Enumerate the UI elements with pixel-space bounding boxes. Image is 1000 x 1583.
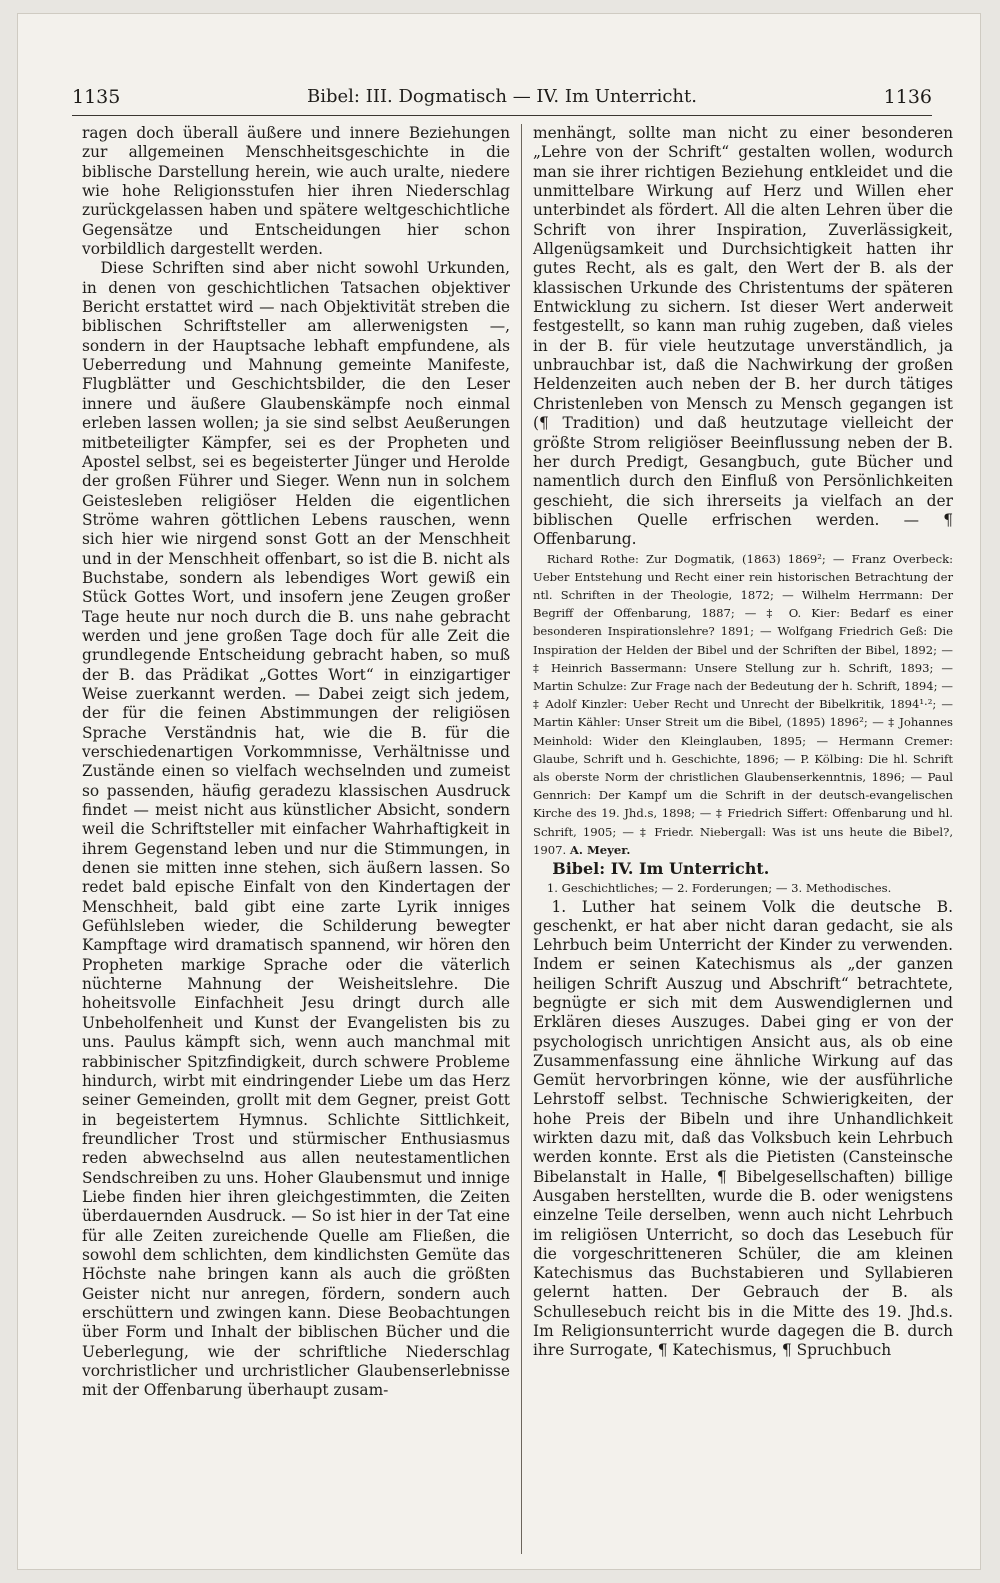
header-rule bbox=[72, 115, 932, 116]
page-number-left: 1135 bbox=[72, 86, 121, 108]
left-column bbox=[82, 124, 510, 1401]
left-paragraph-2: Diese Schriften sind aber nicht sowohl Urkunden, in denen von geschichtlichen Tatsachen objektiver Bericht erstattet wird — nach Objektivität streben die biblischen Schriftsteller am allerwenigsten —, sondern in der Hauptsache lebhaft empfundene, als Ueberredung und Mahnung gemeinte Manifeste, Flugblätter und Geschichtsbilder, die den Leser innere und äußere Glaubenskämpfe noch einmal erleben lassen wollen; ja sie sind selbst Aeußerungen mitbeteiligter Kämpfer, sei es der Propheten und Apostel selbst, sei es begeisterter Jünger und Herolde der großen Führer und Sieger. Wenn nun in solchem Geistesleben religiöser Helden die eigentlichen Ströme wahren göttlichen Lebens rauschen, wenn sich hier wie nirgend sonst Gott an der Menschheit und in der Menschheit offenbart, so ist die B. nicht als Buchstabe, sondern als lebendiges Wort gewiß ein Stück Gottes Wort, und insofern jene Zeugen großer Tage heute nur noch durch die B. uns nahe gebracht werden und jene großen Tage doch für alle Zeit die grundlegende Entscheidung gebracht haben, so muß der B. das Prädikat „Gottes Wort“ in einzigartiger Weise zuerkannt werden. — Dabei zeigt sich jedem, der für die feinen Abstimmungen der religiösen Sprache Verständnis hat, wie die B. für die verschiedenartigen Vorkommnisse, Verhältnisse und Zustände einen so vielfach wechselnden und zumeist so passenden, häufig geradezu klassischen Ausdruck findet — meist nicht aus künstlicher Absicht, sondern weil die Schriftsteller mit einfacher Wahrhaftigkeit in ihrem Gegenstand leben und nur die Stimmungen, in denen sie mitten inne stehen, sich äußern lassen. So redet bald epische Einfalt von den Kindertagen der Menschheit, bald gibt eine zarte Lyrik inniges Gefühlsleben wieder, die Schilderung bewegter Kampftage wird dramatisch spannend, wir hören den Propheten markige Sprache oder die väterlich nüchterne Mahnung der Weisheitslehre. Die hoheitsvolle Einfachheit Jesu dringt durch alle Unbeholfenheit und Kunst der Evangelisten bis zu uns. Paulus kämpft sich, wenn auch manchmal mit rabbinischer Spitzfindigkeit, durch schwere Probleme hindurch, wirbt mit eindringender Liebe um das Herz seiner Gemeinden, grollt mit dem Gegner, preist Gott in begeistertem Hymnus. Schlichte Sittlichkeit, freundlicher Trost und stürmischer Enthusiasmus reden abwechselnd aus allen neutestamentlichen Sendschreiben zu uns. Hoher Glaubensmut und innige Liebe finden hier ihren gleichgestimmten, die Zeiten überdauernden Ausdruck. — So ist hier in der Tat eine für alle Zeiten zureichende Quelle am Fließen, die sowohl dem schlichten, dem kindlichsten Gemüte das Höchste nahe bringen kann als auch die größten Geister nicht nur anregen, fördern, sondern auch erschüttern und zwingen kann. Diese Beobachtungen über Form und Inhalt der biblischen Bücher und die Ueberlegung, wie der schriftliche Niederschlag vorchristlicher und urchristlicher Glaubenserlebnisse mit der Offenbarung überhaupt zusam- bbox=[82, 259, 510, 1400]
running-header bbox=[72, 82, 932, 112]
author-signature: A. Meyer. bbox=[569, 842, 631, 857]
left-paragraph-1: ragen doch überall äußere und innere Beziehungen zur allgemeinen Menschheitsgeschichte in die biblische Darstellung herein, wie auch uralte, niedere wie hohe Religionsstufen hier ihren Niederschlag zurückgelassen haben und spätere weltgeschichtliche Gegensätze und Entscheidungen hier schon vorbildlich dargestellt werden. bbox=[82, 124, 510, 259]
running-title: Bibel: III. Dogmatisch — IV. Im Unterricht. bbox=[307, 86, 697, 107]
column-divider bbox=[521, 124, 522, 1554]
document-page bbox=[18, 14, 980, 1569]
right-paragraph-1: menhängt, sollte man nicht zu einer besonderen „Lehre von der Schrift“ gestalten wollen, wodurch man sie ihrer richtigen Beziehung entkleidet und die unmittelbare Wirkung auf Herz und Willen eher unterbindet als fördert. All die alten Lehren über die Schrift von ihrer Inspiration, Zuverlässigkeit, Allgenügsamkeit und Durchsichtigkeit hatten ihr gutes Recht, als es galt, den Wert der B. als der klassischen Urkunde des Christentums der späteren Entwicklung zu sichern. Ist dieser Wert anderweit festgestellt, so kann man ruhig zugeben, daß vieles in der B. für viele heutzutage unverständlich, ja unbrauchbar ist, daß die Nachwirkung der großen Heldenzeiten auch neben der B. her durch tätiges Christenleben von Mensch zu Mensch gegangen ist (¶ Tradition) und daß heutzutage vielleicht der größte Strom religiöser Beeinflussung neben der B. her durch Predigt, Gesangbuch, gute Bücher und namentlich durch den Einfluß von Persönlichkeiten geschieht, die sich ihrerseits ja vielfach an der biblischen Quelle erfrischen werden. — ¶ Offenbarung. bbox=[533, 124, 953, 549]
right-paragraph-2: 1. Luther hat seinem Volk die deutsche B. geschenkt, er hat aber nicht daran gedacht, sie als Lehrbuch beim Unterricht der Kinder zu verwenden. Indem er seinen Katechismus als „der ganzen heiligen Schrift Auszug und Abschrift“ betrachtete, begnügte er sich mit dem Auswendiglernen und Erklären dieses Auszuges. Dabei ging er von der psychologisch unrichtigen Ansicht aus, als ob eine Zusammenfassung eine ähnliche Wirkung auf das Gemüt hervorbringen könne, wie der ausführliche Lehrstoff selbst. Technische Schwierigkeiten, der hohe Preis der Bibeln und ihre Unhandlichkeit wirkten dazu mit, daß das Volksbuch kein Lehrbuch werden konnte. Erst als die Pietisten (Cansteinsche Bibelanstalt in Halle, ¶ Bibelgesellschaften) billige Ausgaben herstellten, wurde die B. oder wenigstens einzelne Teile derselben, wenn auch nicht Lehrbuch im religiösen Unterricht, so doch das Lesebuch für die vorgeschritteneren Schüler, die am kleinen Katechismus das Buchstabieren und Syllabieren gelernt hatten. Der Gebrauch der B. als Schullesebuch reicht bis in die Mitte des 19. Jhd.s. Im Religionsunterricht wurde dagegen die B. durch ihre Surrogate, ¶ Katechismus, ¶ Spruchbuch bbox=[533, 897, 953, 1360]
right-column bbox=[533, 124, 953, 1361]
literature-text: Richard Rothe: Zur Dogmatik, (1863) 1869²; — Franz Overbeck: Ueber Entstehung und Recht einer rein historischen Betrachtung der ntl. Schriften in der Theologie, 1872; — Wilhelm Herrmann: Der Begriff der Offenbarung, 1887; — ‡ O. Kier: Bedarf es einer besonderen Inspirationslehre? 1891; — Wolfgang Friedrich Geß: Die Inspiration der Helden der Bibel und der Schriften der Bibel, 1892; — ‡ Heinrich Bassermann: Unsere Stellung zur h. Schrift, 1893; — Martin Schulze: Zur Frage nach der Bedeutung der h. Schrift, 1894; — ‡ Adolf Kinzler: Ueber Recht und Unrecht der Bibelkritik, 1894¹·²; — Martin Kähler: Unser Streit um die Bibel, (1895) 1896²; — ‡ Johannes Meinhold: Wider den Kleinglauben, 1895; — Hermann Cremer: Glaube, Schrift und h. Geschichte, 1896; — P. Kölbing: Die hl. Schrift als oberste Norm der christlichen Glaubenserkenntnis, 1896; — Paul Gennrich: Der Kampf um die Schrift in der deutsch-evangelischen Kirche des 19. Jhd.s, 1898; — ‡ Friedrich Siffert: Offenbarung und hl. Schrift, 1905; — ‡ Friedr. Niebergall: Was ist uns heute die Bibel?, 1907. bbox=[533, 551, 953, 857]
section-title: Bibel: IV. Im Unterricht. bbox=[552, 859, 770, 879]
section-contents: 1. Geschichtliches; — 2. Forderungen; — 3. Methodisches. bbox=[546, 881, 892, 896]
literature-list bbox=[533, 550, 953, 859]
page-number-right: 1136 bbox=[883, 86, 932, 108]
